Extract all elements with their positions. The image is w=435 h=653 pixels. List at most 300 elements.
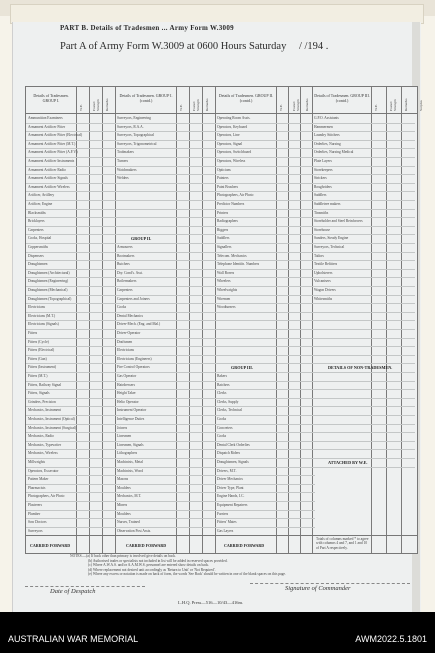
trade-row-label: Dispatch Riders: [217, 451, 241, 456]
row-rule: [312, 243, 415, 244]
row-rule: [115, 191, 215, 192]
row-rule: [26, 346, 126, 347]
row-rule: [115, 303, 215, 304]
row-rule: [115, 277, 215, 278]
row-rule: [26, 424, 126, 425]
row-rule: [26, 209, 126, 210]
trade-row-label: Fire Control Operators: [117, 365, 150, 370]
row-rule: [312, 346, 415, 347]
sub-column-header: Remarks: [404, 98, 408, 111]
form-note: (e) Where any excess or notation is made on back of form, the words 'See Back' should be written in one of the blank spaces on this page.: [88, 572, 286, 576]
trade-row-label: Mechanics, Instrument: [28, 408, 61, 413]
form-title: [60, 41, 328, 52]
title-date-placeholder: / /194 .: [298, 41, 329, 52]
row-rule: [26, 157, 126, 158]
sub-column-header: Remarks: [105, 98, 109, 111]
sub-column-header: Posted Strength: [192, 99, 200, 111]
row-rule: [312, 389, 415, 390]
carried-forward-2: CARRIED FORWARD: [126, 543, 167, 548]
row-rule: [215, 475, 315, 476]
row-rule: [115, 226, 215, 227]
row-rule: [312, 183, 415, 184]
trade-row-label: Wall Borers: [217, 270, 235, 275]
title-text: Part A of Army Form W.3009 at 0600 Hours Saturday: [60, 41, 287, 52]
row-rule: [115, 372, 215, 373]
trade-row-label: Dispensers: [28, 253, 44, 258]
trade-row-label: Draftsmen: [117, 339, 133, 344]
row-rule: [115, 449, 215, 450]
row-rule: [115, 484, 215, 485]
row-rule: [215, 191, 315, 192]
trade-row-label: Bricklayers: [28, 219, 45, 224]
group-heading: GROUP III.: [231, 365, 253, 371]
row-rule: [215, 458, 315, 459]
row-rule: [215, 209, 315, 210]
trade-row-label: Surveyors: [28, 528, 43, 533]
header-divider: [26, 113, 417, 114]
trade-row-label: Upholsterers: [314, 270, 333, 275]
row-rule: [215, 148, 315, 149]
trade-row-label: Cooks: [217, 434, 227, 439]
row-rule: [26, 363, 126, 364]
trade-row-label: Armament Artificer Fitter (M.T.): [28, 141, 76, 146]
trade-row-label: Miners: [117, 503, 128, 507]
sub-column-header: Surplus: [419, 100, 423, 111]
row-rule: [115, 286, 215, 287]
trade-row-label: Fitters, Railway Signal: [28, 382, 62, 387]
form-note: (d) Where replacement not desired unit accordingly as 'Return to Unit' or 'Not Required'.: [88, 567, 216, 572]
trade-row-label: Operators, Switchboard: [217, 150, 252, 155]
trade-row-label: Orderlies, Nursing: [314, 141, 341, 146]
trade-row-label: Clerks: [217, 391, 227, 396]
row-rule: [26, 277, 126, 278]
trade-row-label: Clerks, Supply: [217, 399, 239, 404]
trade-row-label: Gas Operator: [117, 374, 137, 378]
row-rule: [312, 355, 415, 356]
row-rule: [312, 312, 415, 313]
row-rule: [115, 355, 215, 356]
row-rule: [312, 260, 415, 261]
trade-row-label: Operators, Line: [217, 133, 240, 138]
trade-row-label: Signallers: [217, 245, 232, 249]
row-rule: [115, 424, 215, 425]
row-rule: [312, 131, 415, 132]
print-info: L.H.Q. Press—516—10/43—416m.: [178, 600, 244, 605]
trade-row-label: Mechanics, Typewriter: [28, 442, 62, 447]
sub-column-header: W.E.: [79, 104, 83, 111]
row-rule: [312, 174, 415, 175]
row-rule: [115, 492, 215, 493]
row-rule: [26, 260, 126, 261]
row-rule: [215, 260, 315, 261]
row-rule: [215, 166, 315, 167]
trade-row-label: Photographers, Air Photo: [217, 193, 254, 198]
trade-row-label: Electricians (M.T.): [28, 313, 56, 318]
trade-row-label: Fitters: [28, 331, 38, 335]
signature-line: [250, 583, 410, 584]
carried-forward-rule: [26, 535, 417, 536]
trade-row-label: Nurses, Trained: [117, 520, 140, 525]
trade-row-label: Carpenters: [28, 227, 44, 232]
row-rule: [215, 329, 315, 330]
trade-row-label: Surveyors, Topographical: [117, 133, 155, 138]
trade-row-label: Telephone Identifn. Numbers: [217, 262, 260, 267]
trade-row-label: Armament Artificer Wireless: [28, 184, 70, 189]
row-rule: [115, 234, 215, 235]
row-rule: [115, 252, 215, 253]
row-rule: [312, 140, 415, 141]
sub-column-header: W.E.: [179, 104, 183, 111]
row-rule: [115, 260, 215, 261]
trade-row-label: Turners: [117, 159, 129, 163]
trade-row-label: Dental Clerk Orderlies: [217, 442, 250, 447]
row-rule: [26, 200, 126, 201]
trade-row-label: Tailors: [314, 253, 324, 258]
trade-row-label: Orderlies, Nursing Medical: [314, 150, 354, 155]
trade-row-label: Moulders: [117, 485, 131, 490]
trade-row-label: Millwrights: [28, 460, 45, 464]
group-heading: ATTACHED BY W.E.: [328, 460, 368, 465]
trade-row-label: Watchmakers: [117, 167, 137, 172]
row-rule: [215, 449, 315, 450]
trade-row-label: Lithographers: [117, 451, 138, 456]
row-rule: [312, 148, 415, 149]
trade-row-label: Concreters: [217, 425, 233, 430]
row-rule: [215, 432, 315, 433]
row-rule: [312, 200, 415, 201]
row-rule: [312, 191, 415, 192]
trade-row-label: Driver Mechanics: [217, 477, 243, 482]
row-rule: [215, 123, 315, 124]
row-rule: [115, 295, 215, 296]
row-rule: [115, 166, 215, 167]
trade-row-label: Instrument Operator: [117, 408, 147, 413]
trade-row-label: Plasterers: [28, 503, 42, 507]
row-rule: [215, 295, 315, 296]
carried-forward-3: CARRIED FORWARD: [224, 543, 265, 548]
trade-row-label: Saw Doctors: [28, 520, 47, 525]
row-rule: [215, 389, 315, 390]
row-rule: [215, 277, 315, 278]
group-heading: GROUP II.: [131, 236, 152, 242]
trade-row-label: Ammunition Examiners: [28, 116, 63, 120]
trade-row-label: Equipment Repairers: [217, 503, 248, 507]
trade-row-label: Artificer, Engine: [28, 202, 53, 206]
row-rule: [115, 441, 215, 442]
trade-row-label: Storeholder and Steel Reinforcers: [314, 219, 363, 224]
trade-row-label: Grinders, Precision: [28, 399, 56, 404]
trade-row-label: Textile Refitters: [314, 262, 338, 267]
trade-row-label: Fitters, Signals: [28, 391, 50, 396]
form-note: (c) Where A.W.A.S. and/or A.A.M.W.S. personnel are entered show details on back.: [88, 563, 210, 567]
trade-row-label: Surveyors, Engineering: [117, 116, 151, 120]
header-group3-contd: Details of Tradesmen. GROUP III. (contd.): [314, 93, 370, 103]
row-rule: [26, 355, 126, 356]
trade-row-label: Painters: [217, 176, 229, 181]
row-rule: [312, 123, 415, 124]
trade-row-label: Saddletree makers: [314, 202, 341, 206]
trade-row-label: Fitters (Instrument): [28, 365, 57, 370]
trade-row-label: Mechanics, Wireless: [28, 451, 58, 456]
row-rule: [26, 148, 126, 149]
row-rule: [312, 398, 415, 399]
trade-row-label: Driver-Operator: [117, 331, 141, 335]
row-rule: [26, 415, 126, 416]
row-rule: [115, 329, 215, 330]
tradesmen-table: [25, 86, 423, 554]
row-rule: [215, 363, 315, 364]
signature-of-commander-label: Signature of Commander: [285, 585, 351, 592]
row-rule: [115, 243, 215, 244]
row-rule: [26, 191, 126, 192]
trade-row-label: Saddlers: [217, 236, 230, 241]
row-rule: [312, 277, 415, 278]
row-rule: [215, 527, 315, 528]
footer-institution: AUSTRALIAN WAR MEMORIAL: [8, 634, 139, 644]
trade-row-label: Hammermen: [314, 124, 333, 129]
row-rule: [115, 140, 215, 141]
trade-row-label: Storekeepers: [314, 167, 333, 172]
row-rule: [115, 406, 215, 407]
sub-column-header: W.E.: [279, 104, 283, 111]
row-rule: [215, 200, 315, 201]
trade-row-label: Boilermakers: [117, 279, 137, 284]
row-rule: [312, 372, 415, 373]
row-rule: [312, 286, 415, 287]
trade-row-label: Mechanics, Instrument (Surgical): [28, 425, 77, 430]
row-rule: [215, 510, 315, 511]
row-rule: [215, 398, 315, 399]
trade-row-label: Fitters (Cycle): [28, 339, 49, 344]
row-rule: [215, 518, 315, 519]
row-rule: [115, 458, 215, 459]
trade-row-label: Whitesmiths: [314, 296, 333, 301]
row-rule: [115, 217, 215, 218]
trade-row-label: Sunders, Steady Engine: [314, 236, 349, 241]
row-rule: [115, 346, 215, 347]
row-rule: [115, 157, 215, 158]
trade-row-label: Linesmen: [117, 434, 132, 439]
carried-forward-1: CARRIED FORWARD: [30, 543, 71, 548]
trade-row-label: Predictor Numbers: [217, 202, 245, 206]
trade-row-label: Cooks: [217, 417, 227, 421]
row-rule: [312, 406, 415, 407]
row-rule: [115, 415, 215, 416]
trade-row-label: Height Taker: [117, 391, 136, 396]
row-rule: [26, 295, 126, 296]
row-rule: [26, 183, 126, 184]
row-rule: [26, 406, 126, 407]
row-rule: [215, 252, 315, 253]
trade-row-label: Bakers: [217, 374, 227, 378]
trade-row-label: Cooks, Hospital: [28, 236, 52, 241]
sub-column-header: W.E.: [374, 104, 378, 111]
row-rule: [215, 338, 315, 339]
header-group1-contd: Details of Tradesmen. GROUP I. (contd.): [119, 93, 173, 103]
trade-row-label: Fitters (Gun): [28, 356, 47, 361]
row-rule: [215, 286, 315, 287]
row-rule: [115, 174, 215, 175]
row-rule: [215, 320, 315, 321]
row-rule: [26, 252, 126, 253]
row-rule: [215, 303, 315, 304]
trade-row-label: Driver Type, Plant: [217, 485, 244, 490]
trade-row-label: Fitters' Mates: [217, 520, 237, 525]
trade-row-label: Armament Artificer Fitter: [28, 124, 66, 129]
trade-row-label: Moulders: [117, 511, 131, 516]
row-rule: [26, 174, 126, 175]
trade-row-label: Joiners: [117, 425, 128, 430]
trade-row-label: Clerks, Technical: [217, 408, 243, 413]
trade-row-label: Radiographers: [217, 219, 238, 224]
row-rule: [215, 406, 315, 407]
sub-column-header: Posted Strength: [389, 99, 397, 111]
trade-row-label: Carpenters: [117, 288, 133, 292]
trade-row-label: Surveyors, Trigonometrical: [117, 141, 157, 146]
trade-row-label: Photographers, Air Photo: [28, 494, 65, 499]
row-rule: [115, 338, 215, 339]
row-rule: [26, 510, 126, 511]
trade-row-label: Electricians: [28, 305, 45, 310]
trade-row-label: Blacksmiths: [28, 210, 46, 215]
trade-row-label: Cooks: [117, 305, 127, 310]
row-rule: [312, 234, 415, 235]
row-rule: [115, 320, 215, 321]
row-rule: [312, 226, 415, 227]
footer-accession: AWM2022.5.1801: [355, 634, 427, 644]
trade-row-label: Observation Post Assts.: [117, 528, 152, 533]
row-rule: [26, 527, 126, 528]
row-rule: [26, 381, 126, 382]
trade-row-label: Pattern Maker: [28, 477, 49, 482]
row-rule: [115, 183, 215, 184]
row-rule: [215, 217, 315, 218]
row-rule: [312, 217, 415, 218]
row-rule: [215, 467, 315, 468]
trade-row-label: Riggers: [217, 227, 229, 232]
row-rule: [215, 492, 315, 493]
row-rule: [115, 510, 215, 511]
trade-row-label: Hairdressers: [117, 382, 135, 387]
row-rule: [215, 372, 315, 373]
row-rule: [26, 484, 126, 485]
row-rule: [312, 458, 415, 459]
row-rule: [215, 234, 315, 235]
row-rule: [312, 252, 415, 253]
group-heading: DETAILS OF NON-TRADESMEN.: [328, 365, 393, 371]
row-rule: [26, 269, 126, 270]
row-rule: [115, 200, 215, 201]
trade-row-label: Intelligence Duties: [117, 417, 145, 421]
trade-row-label: Woodturners: [217, 305, 236, 310]
row-rule: [26, 320, 126, 321]
row-rule: [215, 312, 315, 313]
row-rule: [312, 415, 415, 416]
sub-column-header: Remarks: [305, 98, 309, 111]
row-rule: [312, 157, 415, 158]
row-rule: [312, 209, 415, 210]
trade-row-label: Bootmakers: [117, 253, 135, 258]
trade-row-label: Gas Layers: [217, 528, 234, 533]
row-rule: [215, 355, 315, 356]
row-rule: [115, 381, 215, 382]
trade-row-label: Helio Operator: [117, 399, 139, 404]
trade-row-label: Coppersmiths: [28, 245, 48, 249]
trade-row-label: Laundry Stitchers: [314, 133, 340, 138]
row-rule: [312, 449, 415, 450]
trade-row-label: Tinsmiths: [314, 210, 329, 215]
row-rule: [312, 424, 415, 425]
trade-row-label: Driver-Mech. (Eng. and Mal.): [117, 322, 161, 327]
row-rule: [215, 174, 315, 175]
trade-row-label: Printers: [217, 210, 229, 215]
header-group2-contd: Details of Tradesmen. GROUP II. (contd.): [218, 93, 274, 103]
trade-row-label: Plumber: [28, 511, 41, 516]
trade-row-label: Draughtsmen (Engineering): [28, 279, 69, 284]
trade-row-label: Plate Layers: [314, 159, 332, 163]
trade-row-label: Strickers: [314, 176, 327, 181]
trade-row-label: Dental Mechanics: [117, 313, 144, 318]
row-rule: [215, 501, 315, 502]
trade-row-label: Mechanics, Instrument (Optical): [28, 417, 75, 421]
row-rule: [215, 183, 315, 184]
row-rule: [115, 527, 215, 528]
trade-row-label: Armament Artificer Radio: [28, 167, 66, 172]
row-rule: [26, 432, 126, 433]
trade-row-label: Storehouse: [314, 227, 330, 232]
trade-row-label: Carpenters and Joiners: [117, 296, 150, 301]
row-rule: [26, 372, 126, 373]
row-rule: [115, 123, 215, 124]
row-rule: [215, 346, 315, 347]
trade-row-label: Operators, Keyboard: [217, 124, 248, 129]
row-rule: [215, 484, 315, 485]
row-rule: [312, 338, 415, 339]
row-rule: [215, 131, 315, 132]
trade-row-label: Dry. Cond's. Asst.: [117, 270, 143, 275]
row-rule: [26, 217, 126, 218]
form-note: (b) Authorised trades or specialists not included in list will be added in reserved spaces provided.: [88, 558, 228, 563]
row-rule: [115, 467, 215, 468]
row-rule: [26, 303, 126, 304]
form-note: NOTES.—(a) If back other than primary is involved give details on back.: [70, 554, 176, 558]
trade-row-label: Machinists, Metal: [117, 460, 143, 464]
trade-row-label: Telecom. Mechanics: [217, 253, 247, 258]
trade-row-label: Fitters (Electrical): [28, 348, 55, 353]
row-rule: [115, 269, 215, 270]
trade-row-label: Mechanics, M.T.: [117, 494, 142, 499]
trade-row-label: Electricians (Engineers): [117, 356, 152, 361]
row-rule: [312, 467, 415, 468]
trade-row-label: Pharmacists: [28, 485, 46, 490]
trade-row-label: Paint Brushers: [217, 184, 239, 189]
trade-row-label: Surveyors, Technical: [314, 245, 345, 249]
row-rule: [26, 286, 126, 287]
paper-tab: [10, 4, 424, 24]
row-rule: [26, 398, 126, 399]
trade-row-label: Welders: [117, 176, 129, 181]
row-rule: [115, 432, 215, 433]
row-rule: [312, 381, 415, 382]
row-rule: [26, 441, 126, 442]
part-header: PART B. Details of Tradesmen ... Army Form W.3009: [60, 24, 234, 32]
trade-row-label: Roughriders: [314, 184, 332, 189]
trade-row-label: Saddlers: [314, 193, 327, 198]
trade-row-label: Artificer, Artillery: [28, 193, 55, 198]
trade-row-label: Draughtsmen: [28, 262, 48, 267]
trade-row-label: Wheelwrights: [217, 288, 238, 292]
trade-row-label: Linesmen, Signals: [117, 442, 144, 447]
